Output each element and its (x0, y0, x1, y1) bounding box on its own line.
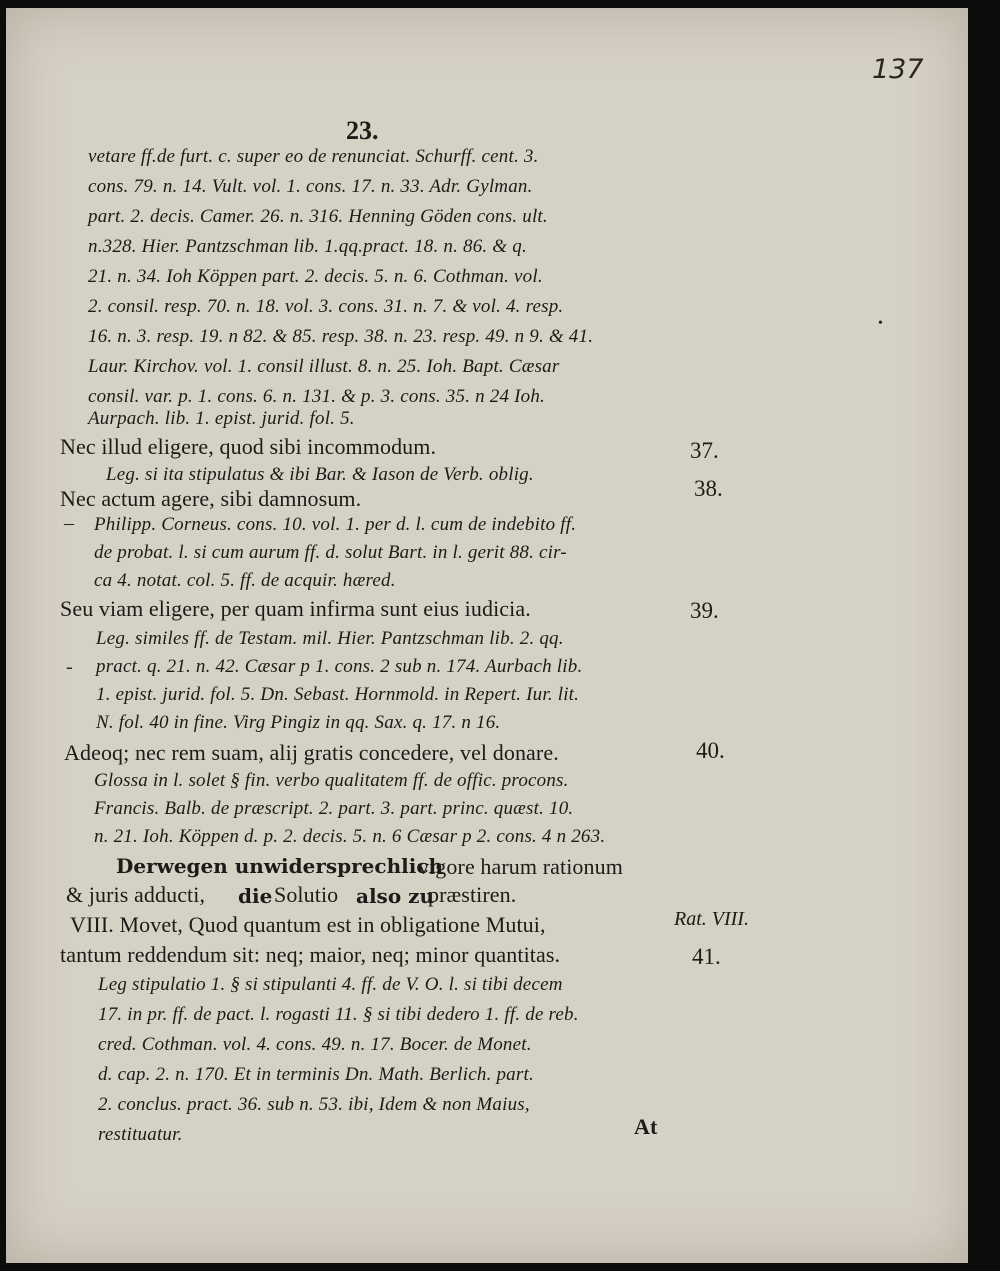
text-line: & juris adducti, (66, 882, 206, 907)
text-line: N. fol. 40 in fine. Virg Pingiz in qq. Sax. q. 17. n 16. (96, 712, 501, 733)
margin-note: 41. (692, 944, 721, 969)
text-line: d. cap. 2. n. 170. Et in terminis Dn. Math. Berlich. part. (98, 1064, 534, 1085)
text-line-blackletter: Derwegen unwidersprechlich (116, 854, 444, 878)
text-line: 21. n. 34. Ioh Köppen part. 2. decis. 5. n. 6. Cothman. vol. (88, 266, 543, 287)
text-line: vetare ff.de furt. c. super eo de renunciat. Schurff. cent. 3. (88, 146, 539, 167)
text-line: ca 4. notat. col. 5. ff. de acquir. hæred. (94, 570, 396, 591)
margin-mark: - (66, 656, 73, 678)
margin-mark: – (64, 512, 74, 534)
text-line: Nec illud eligere, quod sibi incommodum. (60, 434, 437, 459)
margin-note: 39. (690, 598, 719, 623)
page-number: 23. (346, 116, 379, 145)
text-line: Nec actum agere, sibi damnosum. (60, 486, 362, 511)
text-line: Aurpach. lib. 1. epist. jurid. fol. 5. (88, 408, 355, 429)
text-line: tantum reddendum sit: neq; maior, neq; minor quantitas. (60, 942, 561, 967)
text-line: Adeoq; nec rem suam, alij gratis concedere, vel donare. (64, 740, 559, 765)
text-line: Leg stipulatio 1. § si stipulanti 4. ff. de V. O. l. si tibi decem (98, 974, 563, 995)
text-line: de probat. l. si cum aurum ff. d. solut Bart. in l. gerit 88. cir- (94, 542, 567, 563)
text-line: Solutio (274, 882, 339, 907)
margin-note: Rat. VIII. (674, 908, 749, 930)
text-line: 1. epist. jurid. fol. 5. Dn. Sebast. Hornmold. in Repert. Iur. lit. (96, 684, 580, 705)
catchword: At (634, 1114, 658, 1139)
text-line: vigore harum rationum (418, 854, 623, 879)
text-line: VIII. Movet, Quod quantum est in obligatione Mutui, (70, 912, 546, 937)
text-line: 17. in pr. ff. de pact. l. rogasti 11. § si tibi dedero 1. ff. de reb. (98, 1004, 579, 1025)
text-line: 2. consil. resp. 70. n. 18. vol. 3. cons. 31. n. 7. & vol. 4. resp. (88, 296, 564, 317)
ink-dot: • (878, 316, 883, 331)
text-line: Philipp. Corneus. cons. 10. vol. 1. per d. l. cum de indebito ff. (94, 514, 577, 535)
text-line: part. 2. decis. Camer. 26. n. 316. Henning Göden cons. ult. (88, 206, 548, 227)
margin-note: 38. (694, 476, 723, 501)
text-line: præstiren. (428, 882, 517, 907)
text-line: Laur. Kirchov. vol. 1. consil illust. 8. n. 25. Ioh. Bapt. Cæsar (88, 356, 560, 377)
text-line: restituatur. (98, 1124, 183, 1145)
text-line: Seu viam eligere, per quam infirma sunt eius iudicia. (60, 596, 531, 621)
text-line: cred. Cothman. vol. 4. cons. 49. n. 17. Bocer. de Monet. (98, 1034, 532, 1055)
text-line-blackletter: die (238, 884, 273, 908)
text-line: 16. n. 3. resp. 19. n 82. & 85. resp. 38. n. 23. resp. 49. n 9. & 41. (88, 326, 594, 347)
text-line: pract. q. 21. n. 42. Cæsar p 1. cons. 2 sub n. 174. Aurbach lib. (96, 656, 583, 677)
text-line: cons. 79. n. 14. Vult. vol. 1. cons. 17. n. 33. Adr. Gylman. (88, 176, 533, 197)
text-line: n. 21. Ioh. Köppen d. p. 2. decis. 5. n. 6 Cæsar p 2. cons. 4 n 263. (94, 826, 606, 847)
text-line: Glossa in l. solet § fin. verbo qualitatem ff. de offic. procons. (94, 770, 569, 791)
book-page (6, 8, 968, 1263)
text-line-blackletter: also zu (356, 884, 435, 908)
margin-note: 37. (690, 438, 719, 463)
margin-note: 40. (696, 738, 725, 763)
text-line: consil. var. p. 1. cons. 6. n. 131. & p. 3. cons. 35. n 24 Ioh. (88, 386, 545, 407)
text-line: Francis. Balb. de præscript. 2. part. 3. part. princ. quæst. 10. (94, 798, 574, 819)
folio-number: 137 (872, 54, 924, 85)
text-line: 2. conclus. pract. 36. sub n. 53. ibi, Idem & non Maius, (98, 1094, 530, 1115)
text-line: Leg. si ita stipulatus & ibi Bar. & Iason de Verb. oblig. (106, 464, 534, 485)
text-line: Leg. similes ff. de Testam. mil. Hier. Pantzschman lib. 2. qq. (96, 628, 564, 649)
text-line: n.328. Hier. Pantzschman lib. 1.qq.pract. 18. n. 86. & q. (88, 236, 527, 257)
